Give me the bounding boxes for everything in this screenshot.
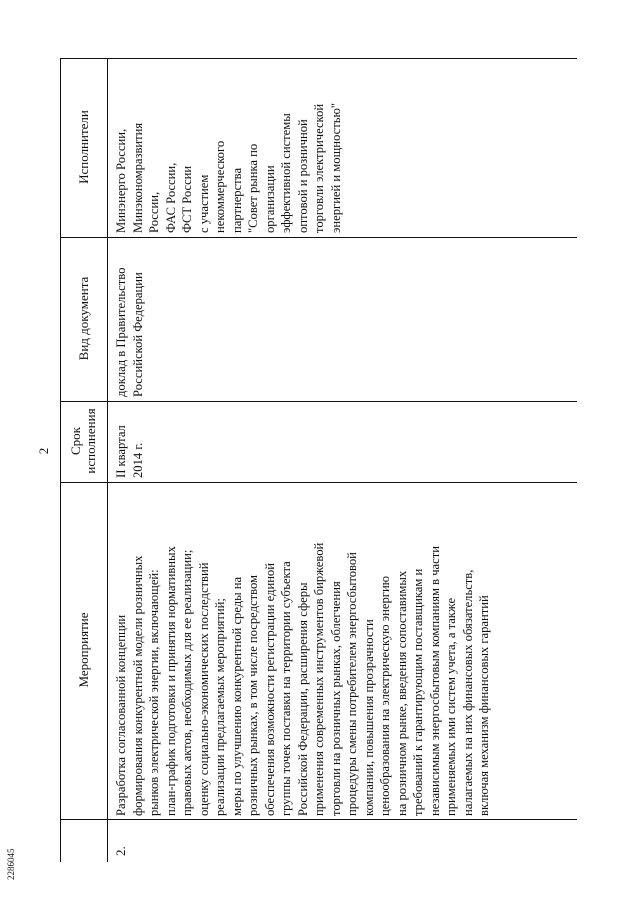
event-line: оценку социально-экономических последствий bbox=[196, 562, 211, 816]
header-doc-type-label: Вид документа bbox=[75, 276, 91, 361]
event-line: рынков электрической энергии, включающей: bbox=[147, 569, 161, 816]
grid-line-top bbox=[60, 58, 577, 59]
executor-line: организации bbox=[262, 165, 277, 233]
cell-executors bbox=[113, 103, 344, 233]
executor-line: Минэкономразвития bbox=[130, 122, 145, 233]
event-line: план-график подготовки и принятия нормативных bbox=[163, 546, 178, 816]
page-number: 2 bbox=[36, 447, 51, 455]
executor-line: эффективной системы bbox=[279, 113, 293, 233]
event-line: торговли на розничных рынках, облегчения bbox=[328, 581, 343, 816]
executor-line: ФАС России, bbox=[163, 162, 178, 233]
grid-line-doc-exec bbox=[60, 237, 577, 238]
event-line: компании, повышения прозрачности bbox=[361, 619, 376, 816]
document-code: 2286045 bbox=[6, 848, 16, 880]
event-line: Российской Федерации, расширения сферы bbox=[295, 582, 310, 816]
header-executors bbox=[66, 58, 102, 236]
executor-line: с участием bbox=[196, 174, 211, 233]
event-line: включая механизм финансовых гарантий bbox=[477, 595, 491, 816]
cell-term bbox=[113, 425, 146, 478]
event-line: применяемых ими систем учета, а также bbox=[444, 597, 458, 816]
header-executors-label: Исполнители bbox=[75, 110, 91, 184]
event-line: меры по улучшению конкурентной среды на bbox=[229, 576, 244, 816]
executor-line: России, bbox=[147, 191, 161, 233]
header-event bbox=[66, 482, 102, 818]
event-line: требований к гарантирующим поставщикам и bbox=[411, 568, 425, 816]
grid-line-event-term bbox=[60, 482, 577, 483]
executor-line: Минэнерго России, bbox=[114, 128, 128, 233]
cell-doc-type bbox=[113, 268, 146, 397]
header-term bbox=[66, 401, 102, 481]
event-line: розничных рынках, в том числе посредством bbox=[246, 575, 260, 816]
doc-type-line: Российской Федерации bbox=[130, 272, 145, 397]
header-event-label: Мероприятие bbox=[75, 612, 91, 688]
term-line: II квартал bbox=[114, 425, 128, 478]
event-line: группы точек поставки на территории субъекта bbox=[279, 561, 293, 816]
grid-line-header-left bbox=[60, 58, 61, 862]
event-line: на розничном рынке, введения сопоставимых bbox=[394, 570, 409, 816]
header-term-label-2: исполнения bbox=[83, 408, 98, 474]
executor-line: торговли электрической bbox=[312, 103, 326, 233]
doc-type-line: доклад в Правительство bbox=[114, 267, 128, 397]
event-line: процедуры смены потребителем энергосбытовой bbox=[345, 552, 359, 816]
header-doc-type bbox=[66, 237, 102, 400]
event-line: ценообразования на электрическую энергию bbox=[378, 575, 392, 816]
event-line: формирования конкурентной модели розничных bbox=[130, 555, 145, 816]
header-term-label-1: Срок bbox=[68, 427, 84, 455]
executor-line: "Совет рынка по bbox=[246, 143, 260, 233]
row-number: 2. bbox=[113, 846, 128, 856]
grid-line-term-doc bbox=[60, 401, 577, 402]
grid-line-header-right bbox=[107, 58, 108, 862]
event-line: обеспечения возможности регистрации единой bbox=[262, 563, 277, 816]
event-line: правовых актов, необходимых для ее реализации; bbox=[180, 549, 194, 816]
executor-line: партнерства bbox=[229, 167, 244, 233]
event-line: налагаемых на них финансовых обязательств, bbox=[460, 569, 475, 816]
executor-line: некоммерческого bbox=[213, 140, 227, 233]
grid-line-num-event bbox=[60, 819, 577, 820]
term-line: 2014 г. bbox=[130, 442, 145, 478]
event-line: независимым энергосбытовым компаниям в части bbox=[427, 546, 442, 816]
event-line: реализации предлагаемых мероприятий; bbox=[213, 598, 227, 816]
executor-line: ФСТ России bbox=[180, 165, 194, 233]
event-line: Разработка согласованной концепции bbox=[114, 614, 128, 816]
event-line: применения современных инструментов биржевой bbox=[312, 542, 326, 816]
cell-event bbox=[113, 543, 493, 816]
executor-line: энергией и мощностью" bbox=[328, 102, 343, 233]
executor-line: оптовой и розничной bbox=[295, 119, 310, 233]
